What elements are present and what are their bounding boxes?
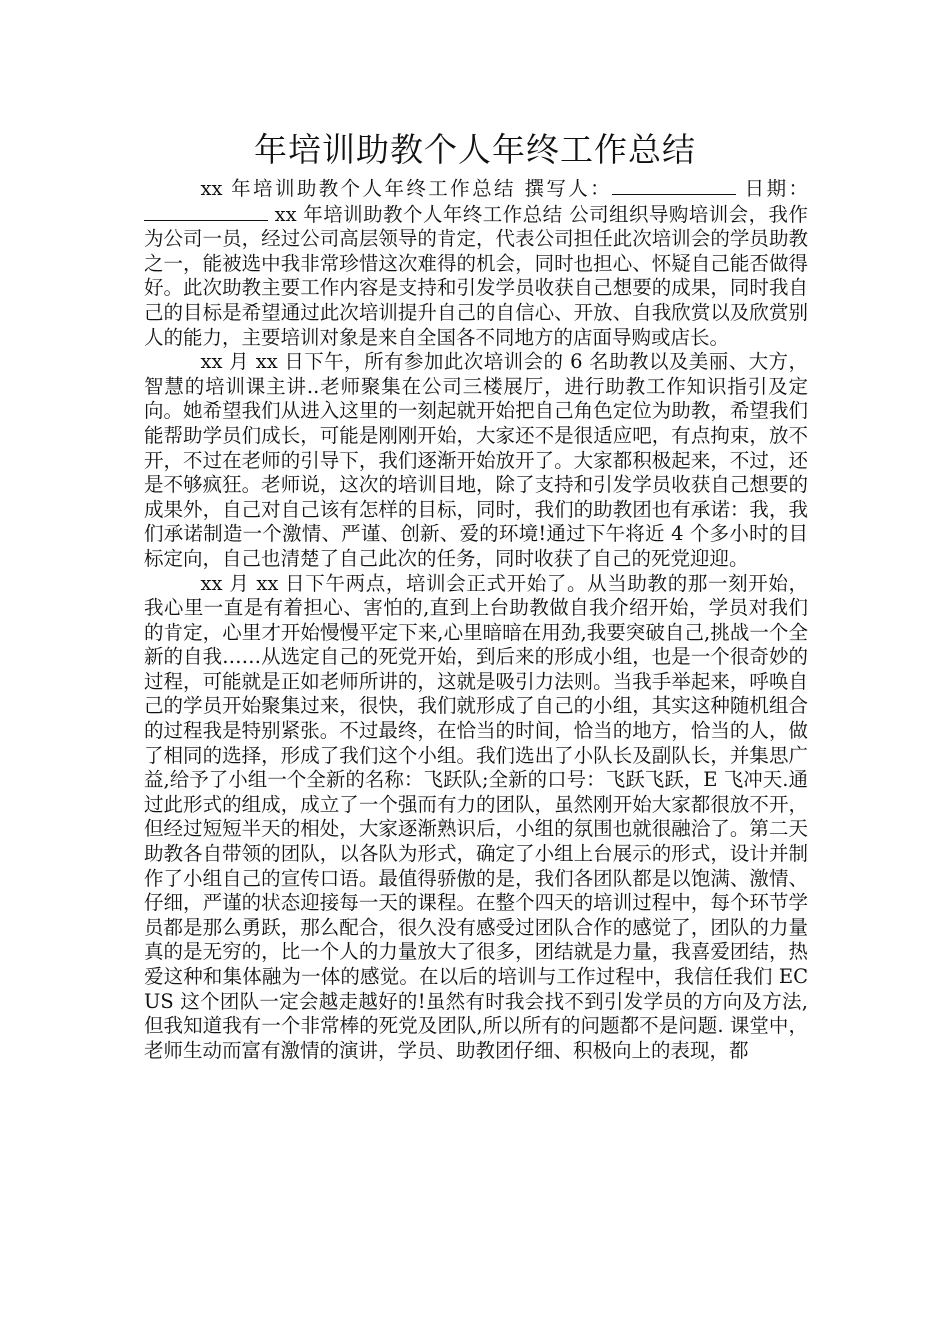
paragraph: xx 月 xx 日下午两点，培训会正式开始了。从当助教的那一刻开始，我心里一直是有着担心、害怕的,直到上台助教做自我介绍开始，学员对我们的肯定，心里才开始慢慢平定下来,心里暗暗在用劲,我要突破自己,挑战一个全新的自我……从选定自己的死党开始，到后来的形成小组，也是一个很奇妙的过程，可能就是正如老师所讲的，这就是吸引力法则。当我手举起来，呼唤自己的学员开始聚集过来，很快，我们就形成了自己的小组，其实这种随机组合的过程我是特别紧张。不过最终，在恰当的时间，恰当的地方，恰当的人，做了相同的选择，形成了我们这个小组。我们选出了小队长及副队长，并集思广益,给予了小组一个全新的名称：飞跃队;全新的口号：飞跃飞跃，E 飞冲天.通过此形式的组成，成立了一个强而有力的团队，虽然刚开始大家都很放不开，但经过短短半天的相处，大家逐渐熟识后，小组的氛围也就很融洽了。第二天助教各自带领的团队，以各队为形式，确定了小组上台展示的形式，设计并制作了小组自己的宣传口语。最值得骄傲的是，我们各团队都是以饱满、激情、仔细，严谨的状态迎接每一天的课程。在整个四天的培训过程中，每个环节学员都是那么勇跃，那么配合，很久没有感受过团队合作的感觉了，团队的力量真的是无穷的，比一个人的力量放大了很多，团结就是力量，我喜爱团结，热爱这种和集体融为一体的感觉。在以后的培训与工作过程中，我信任我们 ECUS 这个团队一定会越走越好的!虽然有时我会找不到引发学员的方向及方法,但我知道我有一个非常棒的死党及团队,所以所有的问题都不是问题. 课堂中，老师生动而富有激情的演讲，学员、助教团仔细、积极向上的表现，都 [144,571,808,1062]
paragraph: xx 月 xx 日下午，所有参加此次培训会的 6 名助教以及美丽、大方，智慧的培训课主讲..老师聚集在公司三楼展厅，进行助教工作知识指引及定向。她希望我们从进入这里的一刻起就开始把自己角色定位为助教，希望我们能帮助学员们成长，可能是刚刚开始，大家还不是很适应吧，有点拘束，放不开，不过在老师的引导下，我们逐渐开始放开了。大家都积极起来，不过，还是不够疯狂。老师说，这次的培训目地，除了支持和引发学员收获自己想要的成果外，自己对自己该有怎样的目标，同时，我们的助教团也有承诺：我，我们承诺制造一个激情、严谨、创新、爱的环境!通过下午将近 4 个多小时的目标定向，自己也清楚了自己此次的任务，同时收获了自己的死党迎迎。 [144,350,808,570]
date-label: 日期： [736,177,808,200]
header-lead: xx 年培训助教个人年终工作总结 撰写人： [200,177,613,200]
author-blank [612,176,736,195]
document-title: 年培训助教个人年终工作总结 [254,130,696,169]
paragraph-intro [144,176,808,350]
document-body [144,176,808,1063]
date-blank [144,202,268,221]
intro-text: xx 年培训助教个人年终工作总结 公司组织导购培训会，我作为公司一员，经过公司高层领导的肯定，代表公司担任此次培训会的学员助教之一，能被选中我非常珍惜这次难得的机会，同时也担心、怀疑自己能否做得好。此次助教主要工作内容是支持和引发学员收获自己想要的成果，同时我自己的目标是希望通过此次培训提升自己的自信心、开放、自我欣赏以及欣赏别人的能力，主要培训对象是来自全国各不同地方的店面导购或店长。 [144,202,808,349]
